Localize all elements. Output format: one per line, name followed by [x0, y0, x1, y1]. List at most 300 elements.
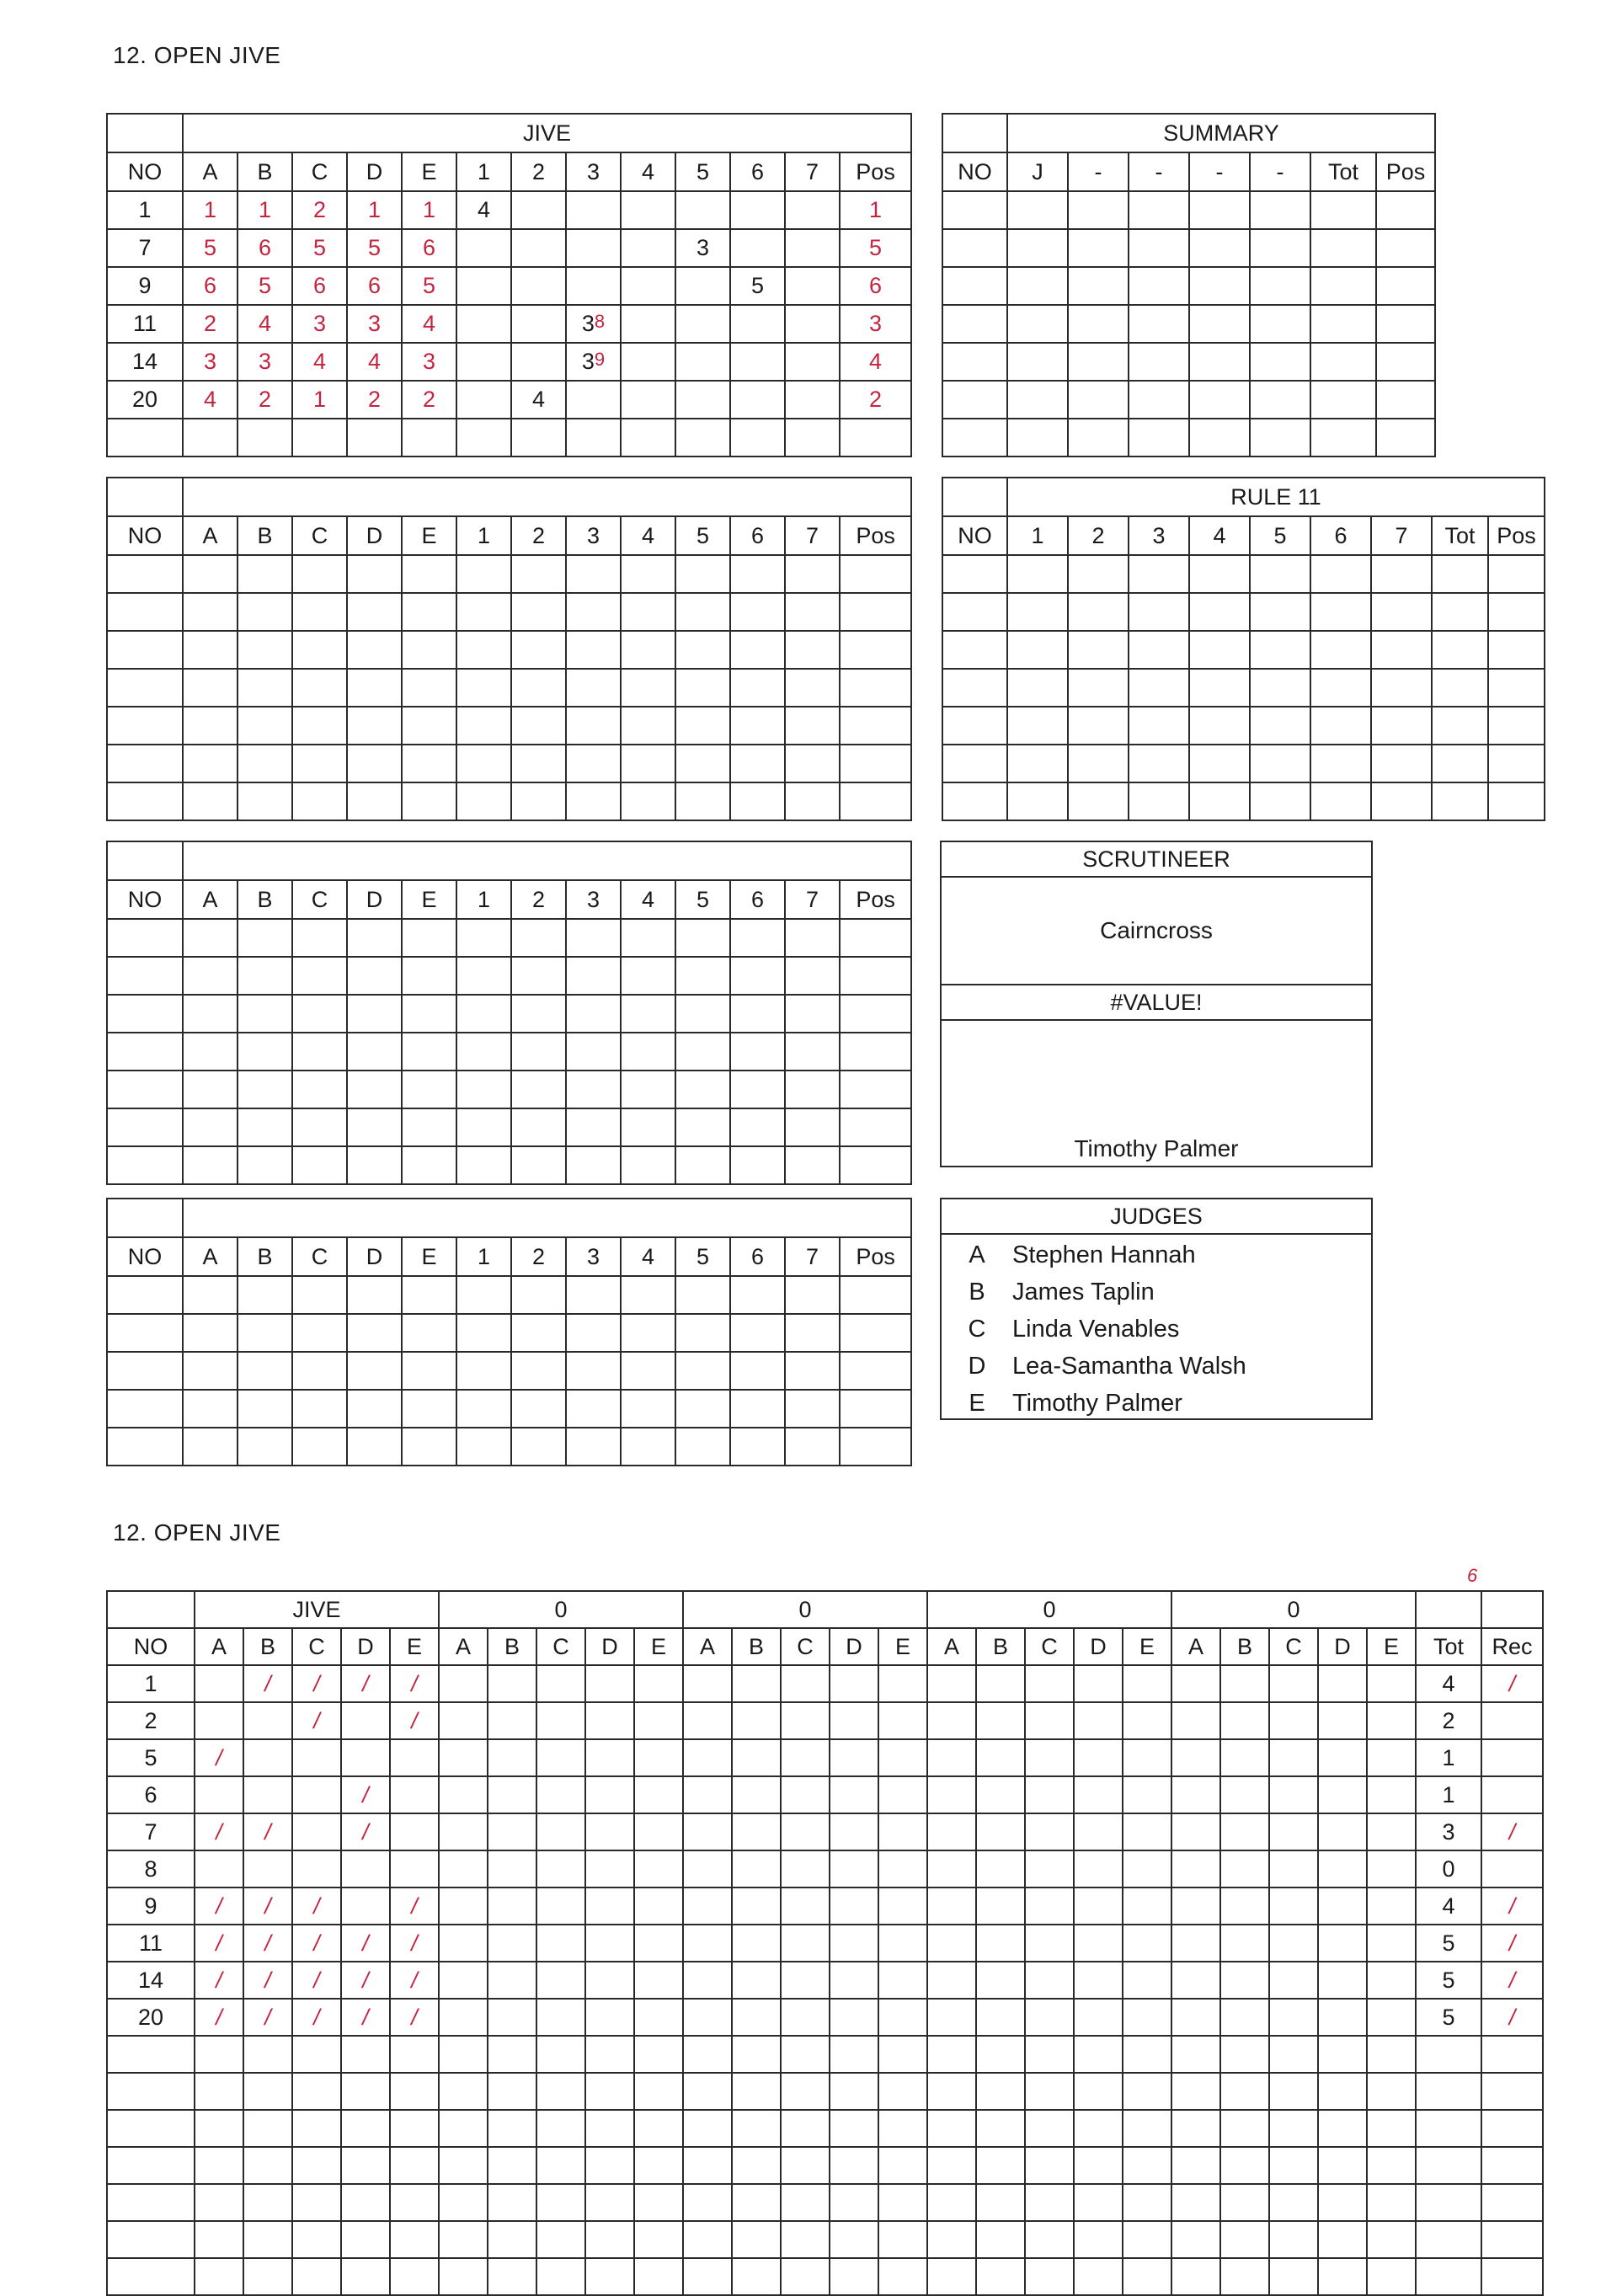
jive-title-row	[107, 114, 911, 152]
empty-cell	[243, 2258, 292, 2295]
empty-cell	[1025, 2147, 1074, 2184]
place-count	[785, 191, 840, 229]
column-header: 7	[785, 880, 840, 919]
empty-cell	[1416, 2110, 1481, 2147]
empty-cell	[840, 631, 911, 669]
empty-cell	[566, 1276, 621, 1314]
empty-cell	[402, 1352, 456, 1390]
empty-cell	[840, 919, 911, 957]
empty-cell	[183, 1071, 237, 1108]
empty-cell	[927, 1925, 976, 1962]
empty-cell	[566, 1428, 621, 1466]
empty-cell	[341, 2258, 390, 2295]
empty-cell	[785, 957, 840, 995]
blank4-title-row-label	[183, 1199, 911, 1237]
empty-cell	[730, 1033, 785, 1071]
empty-cell	[1367, 1702, 1416, 1739]
empty-cell	[621, 593, 675, 631]
empty-cell	[1007, 305, 1068, 343]
empty-cell	[1432, 593, 1488, 631]
empty-cell	[1074, 2036, 1123, 2073]
empty-cell	[183, 782, 237, 820]
empty-cell	[511, 745, 566, 782]
place-count	[456, 267, 511, 305]
empty-cell	[1488, 593, 1545, 631]
column-header: 4	[621, 152, 675, 191]
table-row	[107, 957, 911, 995]
empty-cell	[1269, 1702, 1318, 1739]
empty-cell	[488, 1999, 536, 2036]
empty-cell	[237, 1071, 292, 1108]
empty-cell	[1318, 1962, 1367, 1999]
judge-letter-header: C	[1025, 1628, 1074, 1665]
column-header: Pos	[840, 152, 911, 191]
empty-cell	[347, 1428, 402, 1466]
recall-tick: /	[341, 1665, 390, 1702]
column-header: Pos	[840, 516, 911, 555]
column-header: 6	[730, 880, 785, 919]
empty-cell	[1416, 2221, 1481, 2258]
empty-cell	[237, 1428, 292, 1466]
empty-cell	[195, 1776, 243, 1813]
empty-cell	[1367, 2036, 1416, 2073]
empty-cell	[1367, 1739, 1416, 1776]
empty-cell	[1310, 267, 1376, 305]
place-count: $3^9$	[566, 343, 621, 381]
empty-cell	[621, 1071, 675, 1108]
empty-cell	[402, 1428, 456, 1466]
empty-cell	[585, 2073, 634, 2110]
empty-cell	[439, 1665, 488, 1702]
empty-cell	[456, 1390, 511, 1428]
place-count	[456, 229, 511, 267]
judge-letter-header: E	[878, 1628, 927, 1665]
empty-cell	[1129, 343, 1189, 381]
empty-cell	[347, 631, 402, 669]
place-count	[621, 343, 675, 381]
judge-name: Timothy Palmer	[1012, 1390, 1182, 1417]
empty-cell	[488, 1962, 536, 1999]
empty-cell	[1371, 593, 1432, 631]
column-header: C	[292, 880, 347, 919]
empty-cell	[730, 1108, 785, 1146]
empty-cell	[976, 2073, 1025, 2110]
empty-cell	[456, 1071, 511, 1108]
empty-cell	[1488, 555, 1545, 593]
empty-cell	[439, 1888, 488, 1925]
empty-cell	[456, 631, 511, 669]
empty-cell	[730, 593, 785, 631]
place-count	[456, 305, 511, 343]
empty-cell	[621, 1428, 675, 1466]
judge-letter-header: B	[243, 1628, 292, 1665]
recall-tick: /	[1481, 1962, 1543, 1999]
empty-cell	[566, 669, 621, 707]
empty-cell	[830, 1999, 878, 2036]
empty-cell	[347, 669, 402, 707]
empty-cell	[927, 1665, 976, 1702]
empty-cell	[1310, 381, 1376, 419]
couple-number: 20	[107, 1999, 195, 2036]
column-header: 5	[675, 1237, 730, 1276]
rec-group-cell	[1481, 1591, 1543, 1628]
empty-cell	[488, 1813, 536, 1850]
empty-cell	[585, 2147, 634, 2184]
empty-cell	[511, 1352, 566, 1390]
empty-cell	[390, 2221, 439, 2258]
empty-cell	[1068, 343, 1129, 381]
total-count: 5	[1416, 1962, 1481, 1999]
empty-cell	[1074, 1850, 1123, 1888]
empty-cell	[511, 669, 566, 707]
empty-cell	[1367, 2184, 1416, 2221]
empty-cell	[1189, 745, 1250, 782]
column-header: 7	[1371, 516, 1432, 555]
column-header: 2	[511, 152, 566, 191]
empty-cell	[341, 2147, 390, 2184]
empty-cell	[683, 1888, 732, 1925]
empty-cell	[675, 1276, 730, 1314]
table-row	[107, 631, 911, 669]
empty-cell	[927, 1888, 976, 1925]
couple-number: 11	[107, 1925, 195, 1962]
empty-cell	[1025, 1999, 1074, 2036]
column-header: Tot	[1432, 516, 1488, 555]
judge-mark: 5	[237, 267, 292, 305]
empty-cell	[634, 2147, 683, 2184]
table-row	[942, 631, 1545, 669]
empty-cell	[785, 1033, 840, 1071]
judge-letter: C	[968, 1316, 986, 1343]
final-position: 2	[840, 381, 911, 419]
empty-cell	[976, 1962, 1025, 1999]
empty-cell	[456, 555, 511, 593]
empty-cell	[183, 919, 237, 957]
empty-cell	[585, 2221, 634, 2258]
blank3-title-row-corner	[107, 841, 183, 880]
empty-cell	[1068, 593, 1129, 631]
place-count	[566, 381, 621, 419]
empty-cell	[830, 1888, 878, 1925]
empty-cell	[107, 2221, 195, 2258]
place-count	[511, 343, 566, 381]
empty-cell	[1129, 593, 1189, 631]
dance-group-row	[107, 1591, 1543, 1628]
empty-cell	[1129, 419, 1189, 457]
empty-cell	[621, 1352, 675, 1390]
empty-cell	[1025, 2221, 1074, 2258]
empty-cell	[536, 1925, 585, 1962]
column-header: Pos	[840, 1237, 911, 1276]
judge-mark: 3	[237, 343, 292, 381]
empty-cell	[1123, 2258, 1171, 2295]
empty-cell	[1371, 782, 1432, 820]
empty-cell	[1481, 2184, 1543, 2221]
place-count	[675, 267, 730, 305]
empty-cell	[1123, 2110, 1171, 2147]
empty-cell	[927, 2258, 976, 2295]
empty-cell	[1416, 2073, 1481, 2110]
empty-cell	[675, 593, 730, 631]
table-row	[107, 1033, 911, 1071]
empty-cell	[402, 919, 456, 957]
blank3-title-row-label	[183, 841, 911, 880]
empty-cell	[1269, 2258, 1318, 2295]
empty-cell	[107, 2147, 195, 2184]
empty-cell	[1007, 745, 1068, 782]
empty-cell	[1220, 1850, 1269, 1888]
empty-cell	[488, 1665, 536, 1702]
empty-cell	[785, 1108, 840, 1146]
table-row	[942, 305, 1435, 343]
judge-letter-header: B	[732, 1628, 781, 1665]
empty-cell	[390, 2110, 439, 2147]
empty-cell	[785, 555, 840, 593]
empty-cell	[683, 1665, 732, 1702]
empty-cell	[683, 1999, 732, 2036]
empty-cell	[675, 1071, 730, 1108]
column-header: 6	[730, 152, 785, 191]
empty-cell	[976, 1813, 1025, 1850]
dance-group-label: 0	[683, 1591, 927, 1628]
empty-cell	[292, 1739, 341, 1776]
empty-cell	[585, 1813, 634, 1850]
empty-cell	[683, 2110, 732, 2147]
empty-cell	[536, 1999, 585, 2036]
empty-cell	[107, 1108, 183, 1146]
final-position: 6	[840, 267, 911, 305]
empty-cell	[1123, 1850, 1171, 1888]
recall-tick: /	[195, 1888, 243, 1925]
empty-cell	[402, 419, 456, 457]
empty-cell	[566, 1352, 621, 1390]
empty-cell	[927, 1813, 976, 1850]
empty-cell	[1367, 1813, 1416, 1850]
table-row	[942, 782, 1545, 820]
empty-cell	[243, 2036, 292, 2073]
empty-cell	[1189, 229, 1250, 267]
empty-cell	[1189, 381, 1250, 419]
recall-tick: /	[390, 1925, 439, 1962]
empty-cell	[634, 1925, 683, 1962]
empty-cell	[621, 782, 675, 820]
empty-cell	[683, 2258, 732, 2295]
empty-cell	[292, 782, 347, 820]
judge-letter-header: E	[634, 1628, 683, 1665]
rule11-header-row	[942, 516, 1545, 555]
empty-cell	[1250, 631, 1310, 669]
empty-cell	[536, 1665, 585, 1702]
column-header: 5	[675, 880, 730, 919]
empty-cell	[511, 1033, 566, 1071]
place-count	[730, 191, 785, 229]
empty-cell	[1416, 2258, 1481, 2295]
empty-cell	[1189, 419, 1250, 457]
empty-cell	[536, 2221, 585, 2258]
empty-cell	[1074, 1776, 1123, 1813]
recall-tick: /	[195, 1925, 243, 1962]
empty-cell	[976, 1702, 1025, 1739]
empty-cell	[732, 1702, 781, 1739]
empty-cell	[621, 995, 675, 1033]
place-count: 3	[675, 229, 730, 267]
empty-cell	[683, 2147, 732, 2184]
empty-cell	[1376, 343, 1435, 381]
empty-cell	[1129, 631, 1189, 669]
column-header: J	[1007, 152, 1068, 191]
recall-tick: /	[1481, 1999, 1543, 2036]
empty-cell	[237, 919, 292, 957]
empty-cell	[1269, 1813, 1318, 1850]
empty-cell	[511, 1276, 566, 1314]
column-header: C	[292, 1237, 347, 1276]
empty-cell	[566, 995, 621, 1033]
empty-cell	[840, 707, 911, 745]
empty-cell	[1250, 267, 1310, 305]
empty-cell	[976, 1665, 1025, 1702]
table-row	[107, 707, 911, 745]
empty-cell	[1318, 1739, 1367, 1776]
scrutineer-name: Cairncross	[942, 878, 1371, 985]
recall-tick: /	[292, 1962, 341, 1999]
empty-cell	[1171, 2221, 1220, 2258]
empty-cell	[456, 707, 511, 745]
recall-tick: /	[341, 1962, 390, 1999]
empty-cell	[107, 1146, 183, 1184]
empty-cell	[107, 1428, 183, 1466]
empty-cell	[1189, 191, 1250, 229]
empty-cell	[732, 1739, 781, 1776]
empty-cell	[1481, 2036, 1543, 2073]
empty-cell	[390, 2036, 439, 2073]
table-row	[107, 1888, 1543, 1925]
empty-cell	[1068, 191, 1129, 229]
empty-cell	[195, 2258, 243, 2295]
empty-cell	[942, 669, 1007, 707]
empty-cell	[402, 1390, 456, 1428]
table-row	[942, 381, 1435, 419]
judge-mark: 6	[347, 267, 402, 305]
empty-cell	[237, 745, 292, 782]
table-row	[942, 745, 1545, 782]
empty-cell	[840, 1276, 911, 1314]
empty-cell	[781, 1776, 830, 1813]
column-header: 6	[730, 1237, 785, 1276]
place-count	[675, 343, 730, 381]
empty-cell	[878, 1850, 927, 1888]
blank4-title-row-corner	[107, 1199, 183, 1237]
column-header: 5	[675, 152, 730, 191]
empty-cell	[183, 1146, 237, 1184]
empty-cell	[634, 1776, 683, 1813]
empty-cell	[1025, 1813, 1074, 1850]
empty-cell	[730, 1390, 785, 1428]
empty-cell	[1025, 1776, 1074, 1813]
empty-cell	[566, 631, 621, 669]
empty-cell	[785, 1314, 840, 1352]
empty-cell	[456, 1314, 511, 1352]
total-count: 5	[1416, 1925, 1481, 1962]
recall-tick: /	[1481, 1665, 1543, 1702]
empty-cell	[566, 957, 621, 995]
empty-cell	[488, 1888, 536, 1925]
empty-cell	[1250, 381, 1310, 419]
place-count	[511, 267, 566, 305]
empty-cell	[511, 995, 566, 1033]
empty-cell	[1025, 2184, 1074, 2221]
blank-marks-table-2	[106, 477, 912, 821]
empty-cell	[511, 707, 566, 745]
empty-cell	[1318, 1776, 1367, 1813]
empty-cell	[785, 782, 840, 820]
total-count: 0	[1416, 1850, 1481, 1888]
empty-cell	[536, 1702, 585, 1739]
empty-cell	[621, 1276, 675, 1314]
empty-cell	[840, 1428, 911, 1466]
empty-cell	[439, 1850, 488, 1888]
empty-cell	[243, 1850, 292, 1888]
empty-cell	[237, 555, 292, 593]
empty-cell	[840, 1390, 911, 1428]
empty-cell	[1376, 191, 1435, 229]
table-row	[107, 1999, 1543, 2036]
empty-cell	[683, 1776, 732, 1813]
empty-cell	[1481, 2258, 1543, 2295]
table-row	[107, 1108, 911, 1146]
jive-title-row-label: JIVE	[183, 114, 911, 152]
empty-cell	[878, 2036, 927, 2073]
recall-tick: /	[292, 1888, 341, 1925]
place-count: $3^8$	[566, 305, 621, 343]
empty-cell	[675, 669, 730, 707]
empty-cell	[1318, 1999, 1367, 2036]
empty-cell	[390, 2258, 439, 2295]
empty-cell	[1189, 305, 1250, 343]
empty-cell	[1310, 419, 1376, 457]
empty-cell	[1269, 1999, 1318, 2036]
couple-number: 1	[107, 1665, 195, 1702]
empty-cell	[830, 1739, 878, 1776]
table-row	[107, 1925, 1543, 1962]
empty-cell	[683, 1850, 732, 1888]
empty-cell	[830, 1665, 878, 1702]
judge-letter-header: E	[390, 1628, 439, 1665]
empty-cell	[566, 555, 621, 593]
judge-mark: 4	[347, 343, 402, 381]
final-position: 5	[840, 229, 911, 267]
place-count	[675, 191, 730, 229]
empty-cell	[195, 1702, 243, 1739]
empty-cell	[1481, 2073, 1543, 2110]
column-header: B	[237, 516, 292, 555]
judge-mark: 2	[292, 191, 347, 229]
empty-cell	[237, 957, 292, 995]
empty-cell	[1318, 1850, 1367, 1888]
empty-cell	[292, 1276, 347, 1314]
empty-cell	[1310, 745, 1371, 782]
recall-table	[106, 1590, 1544, 2296]
empty-cell	[183, 555, 237, 593]
column-header: A	[183, 1237, 237, 1276]
column-header: NO	[107, 1237, 183, 1276]
empty-cell	[292, 2221, 341, 2258]
empty-cell	[107, 631, 183, 669]
empty-cell	[1068, 745, 1129, 782]
place-count	[730, 343, 785, 381]
empty-cell	[439, 1776, 488, 1813]
empty-cell	[237, 1146, 292, 1184]
empty-cell	[1025, 1888, 1074, 1925]
